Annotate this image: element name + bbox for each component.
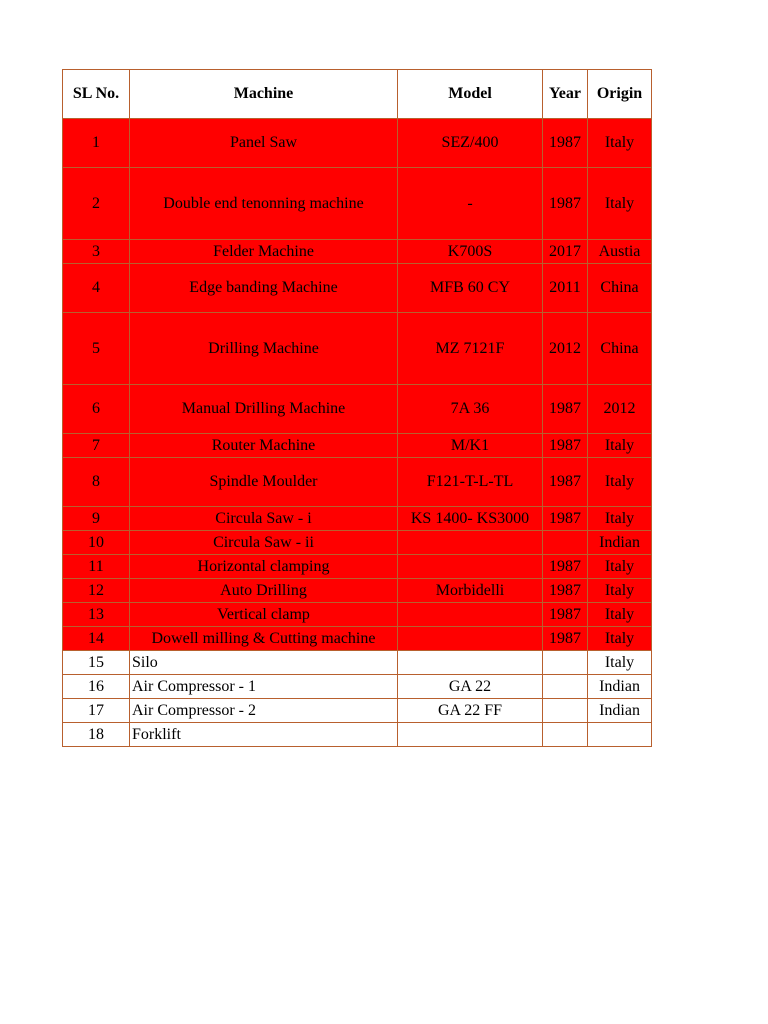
cell-origin: Italy	[588, 434, 652, 458]
cell-year: 1987	[543, 579, 588, 603]
cell-model: -	[398, 168, 543, 240]
cell-origin: Italy	[588, 168, 652, 240]
cell-sl-no: 4	[63, 264, 130, 313]
table-row	[63, 627, 652, 651]
table-row	[63, 651, 652, 675]
header-origin: Origin	[588, 70, 652, 119]
cell-year	[543, 723, 588, 747]
cell-year: 1987	[543, 458, 588, 507]
cell-sl-no: 12	[63, 579, 130, 603]
cell-machine: Edge banding Machine	[130, 264, 398, 313]
cell-origin: Italy	[588, 627, 652, 651]
table-row	[63, 723, 652, 747]
cell-sl-no: 16	[63, 675, 130, 699]
cell-year: 1987	[543, 385, 588, 434]
cell-machine: Vertical clamp	[130, 603, 398, 627]
table-row	[63, 240, 652, 264]
table-row	[63, 119, 652, 168]
cell-model: 7A 36	[398, 385, 543, 434]
cell-origin: Italy	[588, 651, 652, 675]
cell-origin: Austia	[588, 240, 652, 264]
header-row	[63, 70, 652, 119]
table-row	[63, 675, 652, 699]
cell-origin: Indian	[588, 675, 652, 699]
cell-model	[398, 723, 543, 747]
cell-year: 1987	[543, 434, 588, 458]
cell-year: 1987	[543, 168, 588, 240]
cell-sl-no: 3	[63, 240, 130, 264]
table-row	[63, 507, 652, 531]
cell-year: 1987	[543, 507, 588, 531]
cell-year: 1987	[543, 119, 588, 168]
table-row	[63, 264, 652, 313]
cell-year: 1987	[543, 555, 588, 579]
machine-table	[62, 69, 652, 747]
cell-machine: Horizontal clamping	[130, 555, 398, 579]
cell-model: MFB 60 CY	[398, 264, 543, 313]
cell-origin: 2012	[588, 385, 652, 434]
cell-machine: Double end tenonning machine	[130, 168, 398, 240]
cell-origin: Italy	[588, 579, 652, 603]
table-row	[63, 434, 652, 458]
cell-origin: Italy	[588, 603, 652, 627]
cell-machine: Silo	[130, 651, 398, 675]
cell-origin	[588, 723, 652, 747]
cell-year	[543, 699, 588, 723]
cell-machine: Manual Drilling Machine	[130, 385, 398, 434]
table-row	[63, 168, 652, 240]
cell-machine: Dowell milling & Cutting machine	[130, 627, 398, 651]
cell-machine: Air Compressor - 1	[130, 675, 398, 699]
cell-year: 2017	[543, 240, 588, 264]
cell-machine: Circula Saw - ii	[130, 531, 398, 555]
cell-machine: Air Compressor - 2	[130, 699, 398, 723]
cell-model: MZ 7121F	[398, 313, 543, 385]
cell-origin: China	[588, 264, 652, 313]
cell-model: GA 22 FF	[398, 699, 543, 723]
cell-sl-no: 1	[63, 119, 130, 168]
cell-sl-no: 14	[63, 627, 130, 651]
table-row	[63, 531, 652, 555]
cell-origin: Italy	[588, 119, 652, 168]
header-year: Year	[543, 70, 588, 119]
cell-sl-no: 2	[63, 168, 130, 240]
cell-model: F121-T-L-TL	[398, 458, 543, 507]
header-machine: Machine	[130, 70, 398, 119]
table-row	[63, 555, 652, 579]
cell-year	[543, 675, 588, 699]
table-row	[63, 385, 652, 434]
cell-model	[398, 603, 543, 627]
cell-year: 1987	[543, 603, 588, 627]
cell-model: SEZ/400	[398, 119, 543, 168]
cell-origin: Italy	[588, 458, 652, 507]
cell-year	[543, 651, 588, 675]
cell-origin: Indian	[588, 531, 652, 555]
cell-sl-no: 9	[63, 507, 130, 531]
cell-machine: Auto Drilling	[130, 579, 398, 603]
cell-machine: Felder Machine	[130, 240, 398, 264]
cell-sl-no: 18	[63, 723, 130, 747]
cell-sl-no: 10	[63, 531, 130, 555]
cell-machine: Drilling Machine	[130, 313, 398, 385]
cell-machine: Forklift	[130, 723, 398, 747]
cell-model: K700S	[398, 240, 543, 264]
cell-model: GA 22	[398, 675, 543, 699]
table-row	[63, 579, 652, 603]
cell-model	[398, 531, 543, 555]
header-model: Model	[398, 70, 543, 119]
cell-sl-no: 17	[63, 699, 130, 723]
cell-model: KS 1400- KS3000	[398, 507, 543, 531]
cell-model: Morbidelli	[398, 579, 543, 603]
cell-origin: China	[588, 313, 652, 385]
cell-year	[543, 531, 588, 555]
cell-year: 2011	[543, 264, 588, 313]
table-row	[63, 699, 652, 723]
cell-machine: Spindle Moulder	[130, 458, 398, 507]
cell-sl-no: 6	[63, 385, 130, 434]
table-row	[63, 603, 652, 627]
cell-year: 2012	[543, 313, 588, 385]
table-row	[63, 313, 652, 385]
cell-machine: Circula Saw - i	[130, 507, 398, 531]
cell-machine: Router Machine	[130, 434, 398, 458]
cell-origin: Indian	[588, 699, 652, 723]
cell-year: 1987	[543, 627, 588, 651]
cell-sl-no: 15	[63, 651, 130, 675]
cell-sl-no: 5	[63, 313, 130, 385]
cell-sl-no: 8	[63, 458, 130, 507]
cell-sl-no: 7	[63, 434, 130, 458]
cell-model	[398, 555, 543, 579]
cell-model	[398, 627, 543, 651]
table-row	[63, 458, 652, 507]
cell-model: M/K1	[398, 434, 543, 458]
cell-sl-no: 13	[63, 603, 130, 627]
cell-model	[398, 651, 543, 675]
cell-origin: Italy	[588, 555, 652, 579]
cell-origin: Italy	[588, 507, 652, 531]
cell-sl-no: 11	[63, 555, 130, 579]
cell-machine: Panel Saw	[130, 119, 398, 168]
header-sl-no: SL No.	[63, 70, 130, 119]
